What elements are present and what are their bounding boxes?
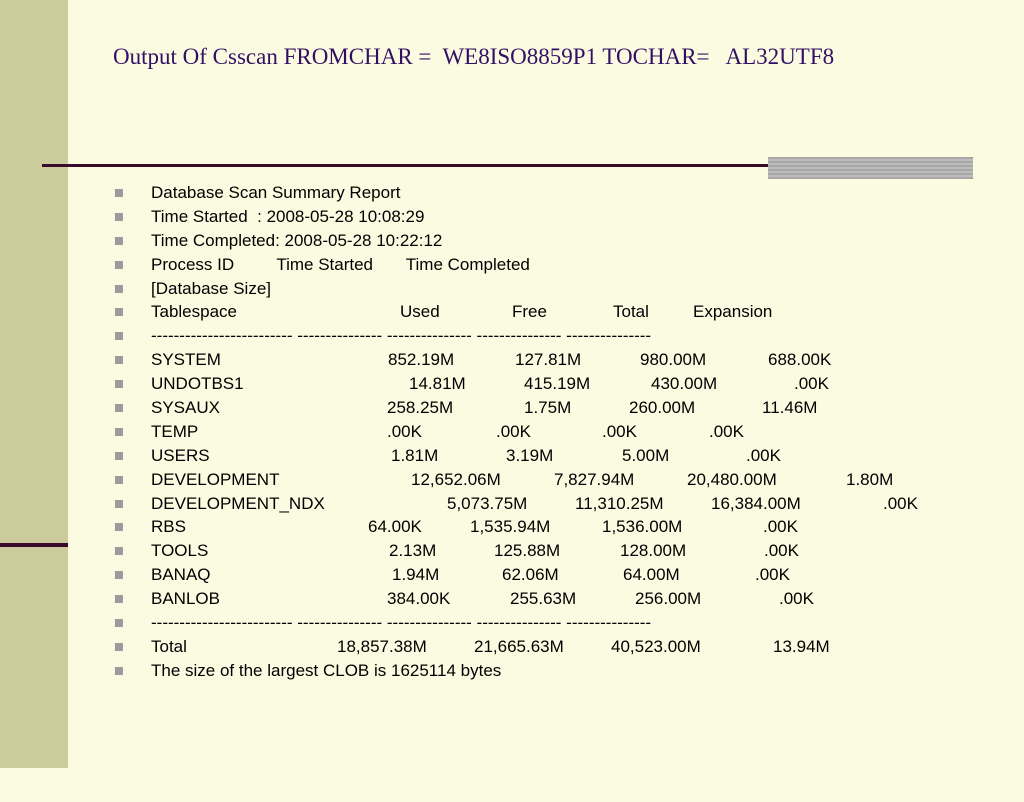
used-value: 852.19M xyxy=(388,350,455,370)
total-value: 20,480.00M xyxy=(687,469,777,489)
used-value: 1.94M xyxy=(392,565,440,585)
free-value: 255.63M xyxy=(510,589,577,609)
tablespace-name: DEVELOPMENT_NDX xyxy=(151,493,325,513)
square-bullet-icon xyxy=(115,380,123,388)
tablespace-name: DEVELOPMENT xyxy=(151,469,280,489)
expansion-value: .00K xyxy=(755,565,790,585)
total-value: 260.00M xyxy=(629,398,696,418)
square-bullet-icon xyxy=(115,404,123,412)
tablespace-name: SYSTEM xyxy=(151,350,221,370)
total-value: 128.00M xyxy=(620,541,687,561)
square-bullet-icon xyxy=(115,428,123,436)
col-expansion: Expansion xyxy=(693,302,773,322)
slide-sidebar-band xyxy=(0,0,68,768)
square-bullet-icon xyxy=(115,571,123,579)
square-bullet-icon xyxy=(115,547,123,555)
table-row xyxy=(113,468,894,492)
clob-size-note: The size of the largest CLOB is 1625114 bytes xyxy=(151,660,502,680)
free-value: 11,310.25M xyxy=(575,493,664,513)
time-started: Time Started : 2008-05-28 10:08:29 xyxy=(151,206,425,226)
square-bullet-icon xyxy=(115,476,123,484)
used-value: 258.25M xyxy=(387,398,454,418)
col-total: Total xyxy=(613,302,649,322)
square-bullet-icon xyxy=(115,308,123,316)
list-item xyxy=(113,253,651,277)
table-row xyxy=(113,492,918,516)
square-bullet-icon xyxy=(115,452,123,460)
tablespace-name: SYSAUX xyxy=(151,398,220,418)
expansion-value: 11.46M xyxy=(762,398,818,418)
sidebar-divider xyxy=(0,543,68,547)
table-row xyxy=(113,444,781,468)
square-bullet-icon xyxy=(115,237,123,245)
database-size-label: [Database Size] xyxy=(151,278,272,298)
col-tablespace: Tablespace xyxy=(151,302,238,322)
free-value: 7,827.94M xyxy=(554,469,635,489)
free-value: 3.19M xyxy=(506,445,554,465)
list-item xyxy=(113,659,651,683)
square-bullet-icon xyxy=(115,643,123,651)
process-header: Process ID Time Started Time Completed xyxy=(151,254,530,274)
total-value: 256.00M xyxy=(635,589,702,609)
table-row xyxy=(113,396,818,420)
used-value: .00K xyxy=(387,421,422,441)
free-value: 1.75M xyxy=(524,398,572,418)
expansion-value: .00K xyxy=(779,589,814,609)
expansion-value: 688.00K xyxy=(768,350,832,370)
table-row xyxy=(113,348,832,372)
table-row xyxy=(113,372,829,396)
used-value: 1.81M xyxy=(391,445,439,465)
separator-text: ------------------------- --------------- --------------- --------------- --------------- xyxy=(151,326,652,346)
tablespace-name: TEMP xyxy=(151,421,199,441)
total-value: .00K xyxy=(602,421,637,441)
used-value: 12,652.06M xyxy=(411,469,501,489)
free-value: 125.88M xyxy=(494,541,561,561)
tablespace-name: BANLOB xyxy=(151,589,220,609)
list-item xyxy=(113,277,651,301)
total-expansion: 13.94M xyxy=(773,636,830,656)
free-value: 127.81M xyxy=(515,350,582,370)
list-item xyxy=(113,229,651,253)
total-used: 18,857.38M xyxy=(337,636,427,656)
square-bullet-icon xyxy=(115,595,123,603)
expansion-value: .00K xyxy=(709,421,744,441)
total-free: 21,665.63M xyxy=(474,636,564,656)
free-value: 62.06M xyxy=(502,565,559,585)
square-bullet-icon xyxy=(115,356,123,364)
used-value: 2.13M xyxy=(389,541,437,561)
tablespace-name: BANAQ xyxy=(151,565,211,585)
square-bullet-icon xyxy=(115,500,123,508)
list-item xyxy=(113,205,651,229)
expansion-value: .00K xyxy=(883,493,918,513)
separator-row xyxy=(113,611,651,635)
free-value: 415.19M xyxy=(524,374,591,394)
total-value: 430.00M xyxy=(651,374,718,394)
used-value: 14.81M xyxy=(409,374,466,394)
expansion-value: .00K xyxy=(763,517,798,537)
square-bullet-icon xyxy=(115,332,123,340)
square-bullet-icon xyxy=(115,619,123,627)
title-rule-accent xyxy=(768,157,973,179)
table-row xyxy=(113,587,814,611)
tablespace-name: RBS xyxy=(151,517,186,537)
col-free: Free xyxy=(512,302,547,322)
table-row xyxy=(113,539,799,563)
expansion-value: .00K xyxy=(794,374,829,394)
used-value: 384.00K xyxy=(387,589,451,609)
col-used: Used xyxy=(400,302,440,322)
total-value: 64.00M xyxy=(623,565,680,585)
bullet-list xyxy=(113,181,918,683)
square-bullet-icon xyxy=(115,667,123,675)
total-value: 16,384.00M xyxy=(711,493,801,513)
table-row xyxy=(113,515,798,539)
used-value: 64.00K xyxy=(368,517,422,537)
total-value: 5.00M xyxy=(622,445,670,465)
expansion-value: .00K xyxy=(746,445,781,465)
separator-row xyxy=(113,324,651,348)
square-bullet-icon xyxy=(115,285,123,293)
table-row xyxy=(113,563,790,587)
tablespace-name: UNDOTBS1 xyxy=(151,374,244,394)
square-bullet-icon xyxy=(115,213,123,221)
separator-text: ------------------------- --------------- --------------- --------------- --------------- xyxy=(151,613,652,633)
total-row xyxy=(113,635,830,659)
total-value: 1,536.00M xyxy=(602,517,683,537)
table-row xyxy=(113,420,744,444)
free-value: .00K xyxy=(496,421,531,441)
tablespace-name: USERS xyxy=(151,445,210,465)
report-heading: Database Scan Summary Report xyxy=(151,183,401,202)
time-completed: Time Completed: 2008-05-28 10:22:12 xyxy=(151,230,443,250)
total-label: Total xyxy=(151,636,187,656)
table-header-row xyxy=(113,300,773,324)
slide-title: Output Of Csscan FROMCHAR = WE8ISO8859P1 TOCHAR= AL32UTF8 xyxy=(113,44,835,69)
expansion-value: 1.80M xyxy=(846,469,894,489)
square-bullet-icon xyxy=(115,189,123,197)
square-bullet-icon xyxy=(115,261,123,269)
total-total: 40,523.00M xyxy=(611,636,701,656)
list-item xyxy=(113,181,651,205)
total-value: 980.00M xyxy=(640,350,707,370)
used-value: 5,073.75M xyxy=(447,493,528,513)
tablespace-name: TOOLS xyxy=(151,541,209,561)
square-bullet-icon xyxy=(115,523,123,531)
expansion-value: .00K xyxy=(764,541,799,561)
free-value: 1,535.94M xyxy=(470,517,551,537)
